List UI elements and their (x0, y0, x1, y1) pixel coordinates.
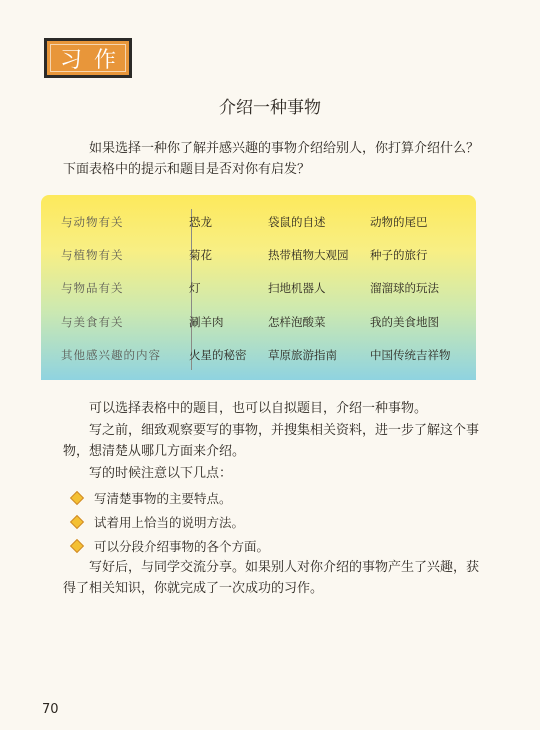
diamond-bullet-icon (70, 515, 84, 529)
table-cell: 恐龙 (189, 214, 212, 229)
table-cell: 热带植物大观园 (268, 248, 349, 263)
table-cell: 菊花 (189, 248, 212, 263)
diamond-bullet-icon (70, 539, 84, 553)
bullet-text: 写清楚事物的主要特点。 (94, 491, 232, 506)
table-cell: 我的美食地图 (370, 314, 439, 329)
paragraph-notes-intro: 写的时候注意以下几点： (89, 466, 233, 481)
table-cell: 袋鼠的自述 (268, 214, 326, 229)
page-title: 介绍一种事物 (219, 98, 321, 118)
bullet-item (72, 513, 244, 531)
page-number: 70 (42, 702, 59, 717)
row-header: 与物品有关 (61, 281, 124, 296)
section-badge (44, 38, 132, 78)
table-cell: 溜溜球的玩法 (370, 281, 439, 296)
paragraph-choose-topic: 可以选择表格中的题目，也可以自拟题目，介绍一种事物。 (89, 401, 428, 416)
bullet-item (72, 537, 269, 555)
bullet-item (72, 489, 232, 507)
row-header: 与植物有关 (61, 248, 124, 263)
row-header: 其他感兴趣的内容 (61, 348, 161, 363)
topic-grid (61, 205, 466, 372)
table-cell: 怎样泡酸菜 (268, 314, 326, 329)
table-cell: 灯 (189, 281, 201, 296)
row-header: 与动物有关 (61, 214, 124, 229)
row-header: 与美食有关 (61, 314, 124, 329)
table-cell: 草原旅游指南 (268, 348, 337, 363)
table-cell: 火星的秘密 (189, 348, 247, 363)
table-cell: 动物的尾巴 (370, 214, 428, 229)
bullet-text: 可以分段介绍事物的各个方面。 (94, 539, 270, 554)
bullet-text: 试着用上恰当的说明方法。 (94, 515, 245, 530)
paragraph-share: 写好后，与同学交流分享。如果别人对你介绍的事物产生了兴趣，获得了相关知识，你就完成了一次成功的习作。 (63, 560, 480, 596)
section-badge-label: 习作 (59, 47, 128, 73)
table-cell: 种子的旅行 (370, 248, 428, 263)
intro-paragraph: 如果选择一种你了解并感兴趣的事物介绍给别人，你打算介绍什么？下面表格中的提示和题目是否对你有启发？ (63, 141, 480, 177)
paragraph-before-writing: 写之前，细致观察要写的事物，并搜集相关资料，进一步了解这个事物，想清楚从哪几方面来介绍。 (63, 423, 480, 459)
topic-table (41, 195, 476, 380)
table-cell: 涮羊肉 (189, 314, 224, 329)
table-cell: 中国传统吉祥物 (370, 348, 451, 363)
diamond-bullet-icon (70, 491, 84, 505)
table-cell: 扫地机器人 (268, 281, 326, 296)
